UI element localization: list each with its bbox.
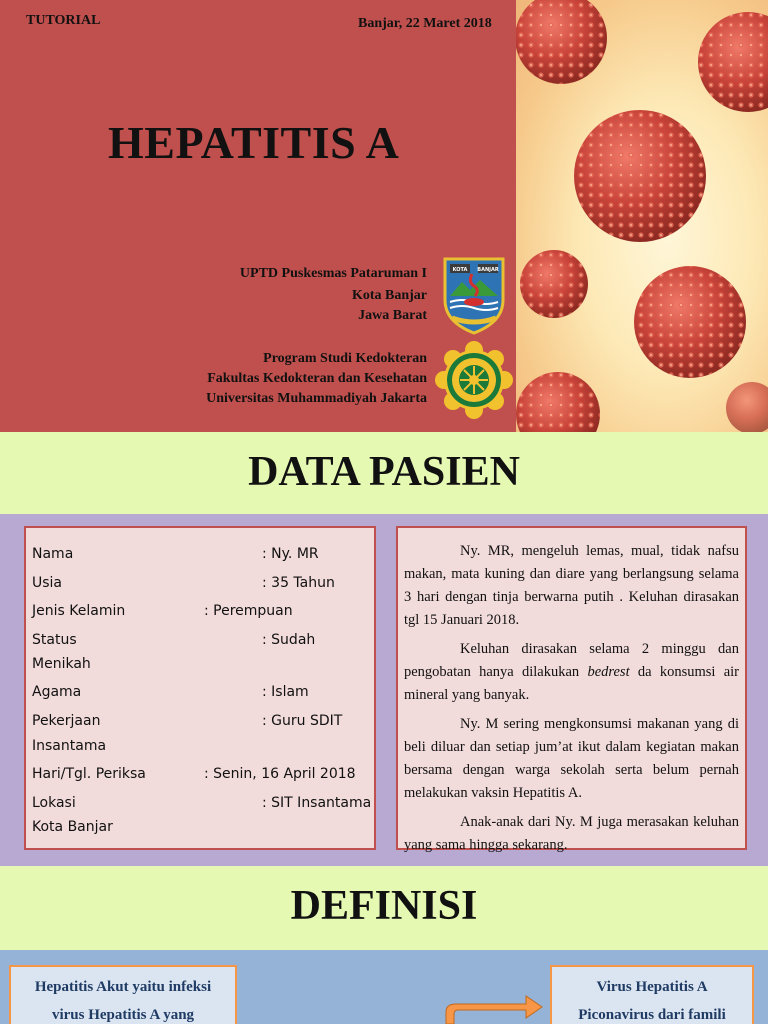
institution1-line3: Jawa Barat [358,308,427,323]
field-value: : Sudah [262,632,316,648]
field-value: : Islam [262,684,309,700]
virus-particle [516,372,600,432]
field-label: Usia [32,575,63,591]
definisi-section [0,950,768,1024]
institution1-line1: UPTD Puskesmas Pataruman I [239,266,427,281]
virus-particle [726,382,768,432]
date-label: Banjar, 22 Maret 2018 [358,16,492,31]
field-label: Nama [32,546,74,562]
institution1-line2: Kota Banjar [351,288,427,303]
box-line: virus Hepatitis A yang [51,1007,195,1023]
field-label: Status [32,632,77,648]
field-value: : Ny. MR [262,546,319,562]
virus-particle [634,266,746,378]
virus-particle [574,110,706,242]
arrow-icon [442,994,546,1024]
tutorial-label: TUTORIAL [26,13,101,28]
logo-text-banjar: BANJAR [477,267,499,273]
data-pasien-title: DATA PASIEN [248,449,520,495]
field-value-cont: Insantama [32,738,107,754]
kota-banjar-logo [442,256,506,336]
narrative-paragraph-2: Keluhan dirasakan selama 2 minggu dan pengobatan hanya dilakukan bedrest da konsumsi air mineral yang banyak. [404,641,739,703]
field-value: : Guru SDIT [262,713,343,729]
virus-particle [520,250,588,318]
institution2-line1: Program Studi Kedokteran [263,351,427,366]
virus-particle [516,0,607,84]
box-line: Piconavirus dari famili [578,1007,726,1023]
field-value: : Senin, 16 April 2018 [204,766,356,782]
field-label: Jenis Kelamin [32,603,126,619]
narrative-paragraph-1: Ny. MR, mengeluh lemas, mual, tidak nafsu makan, mata kuning dan diare yang berlangsung selama 3 hari dengan tinja berwarna putih . Keluhan dirasakan tgl 15 Januari 2018. [404,543,739,628]
field-value: : 35 Tahun [262,575,335,591]
narrative-paragraph-4: Anak-anak dari Ny. M juga merasakan keluhan yang sama hingga sekarang. [404,814,739,853]
field-label: Lokasi [32,795,76,811]
page-title: HEPATITIS A [108,117,400,168]
field-label: Agama [32,684,82,700]
field-value: : Perempuan [204,603,293,619]
field-label: Hari/Tgl. Periksa [32,766,146,782]
virus-particle [698,12,768,112]
field-value-cont: Kota Banjar [32,819,113,835]
field-value: : SIT Insantama [262,795,372,811]
box-line: Hepatitis Akut yaitu infeksi [34,979,212,995]
box-line: Virus Hepatitis A [596,979,708,995]
narrative-paragraph-3: Ny. M sering mengkonsumsi makanan yang di beli diluar dan setiap jum’at ikut dalam kegiatan makan bersama dengan warga sekolah serta belum pernah melakukan vaksin Hepatitis A. [404,716,739,801]
umj-logo [434,340,514,420]
definition-box-left [9,965,237,1024]
patient-fields-card [24,526,376,850]
field-label: Pekerjaan [32,713,101,729]
virus-illustration [516,0,768,432]
institution2-line2: Fakultas Kedokteran dan Kesehatan [207,371,427,386]
narrative-emphasis: bedrest [587,664,630,680]
data-pasien-section [0,514,768,866]
institution2-line3: Universitas Muhammadiyah Jakarta [206,391,427,406]
patient-narrative-card [396,526,747,853]
data-pasien-header [0,432,768,514]
definition-box-right [550,965,754,1024]
field-value-cont: Menikah [32,656,91,672]
definisi-title: DEFINISI [290,883,478,929]
logo-text-kota: KOTA [452,267,468,273]
definisi-header [0,866,768,950]
